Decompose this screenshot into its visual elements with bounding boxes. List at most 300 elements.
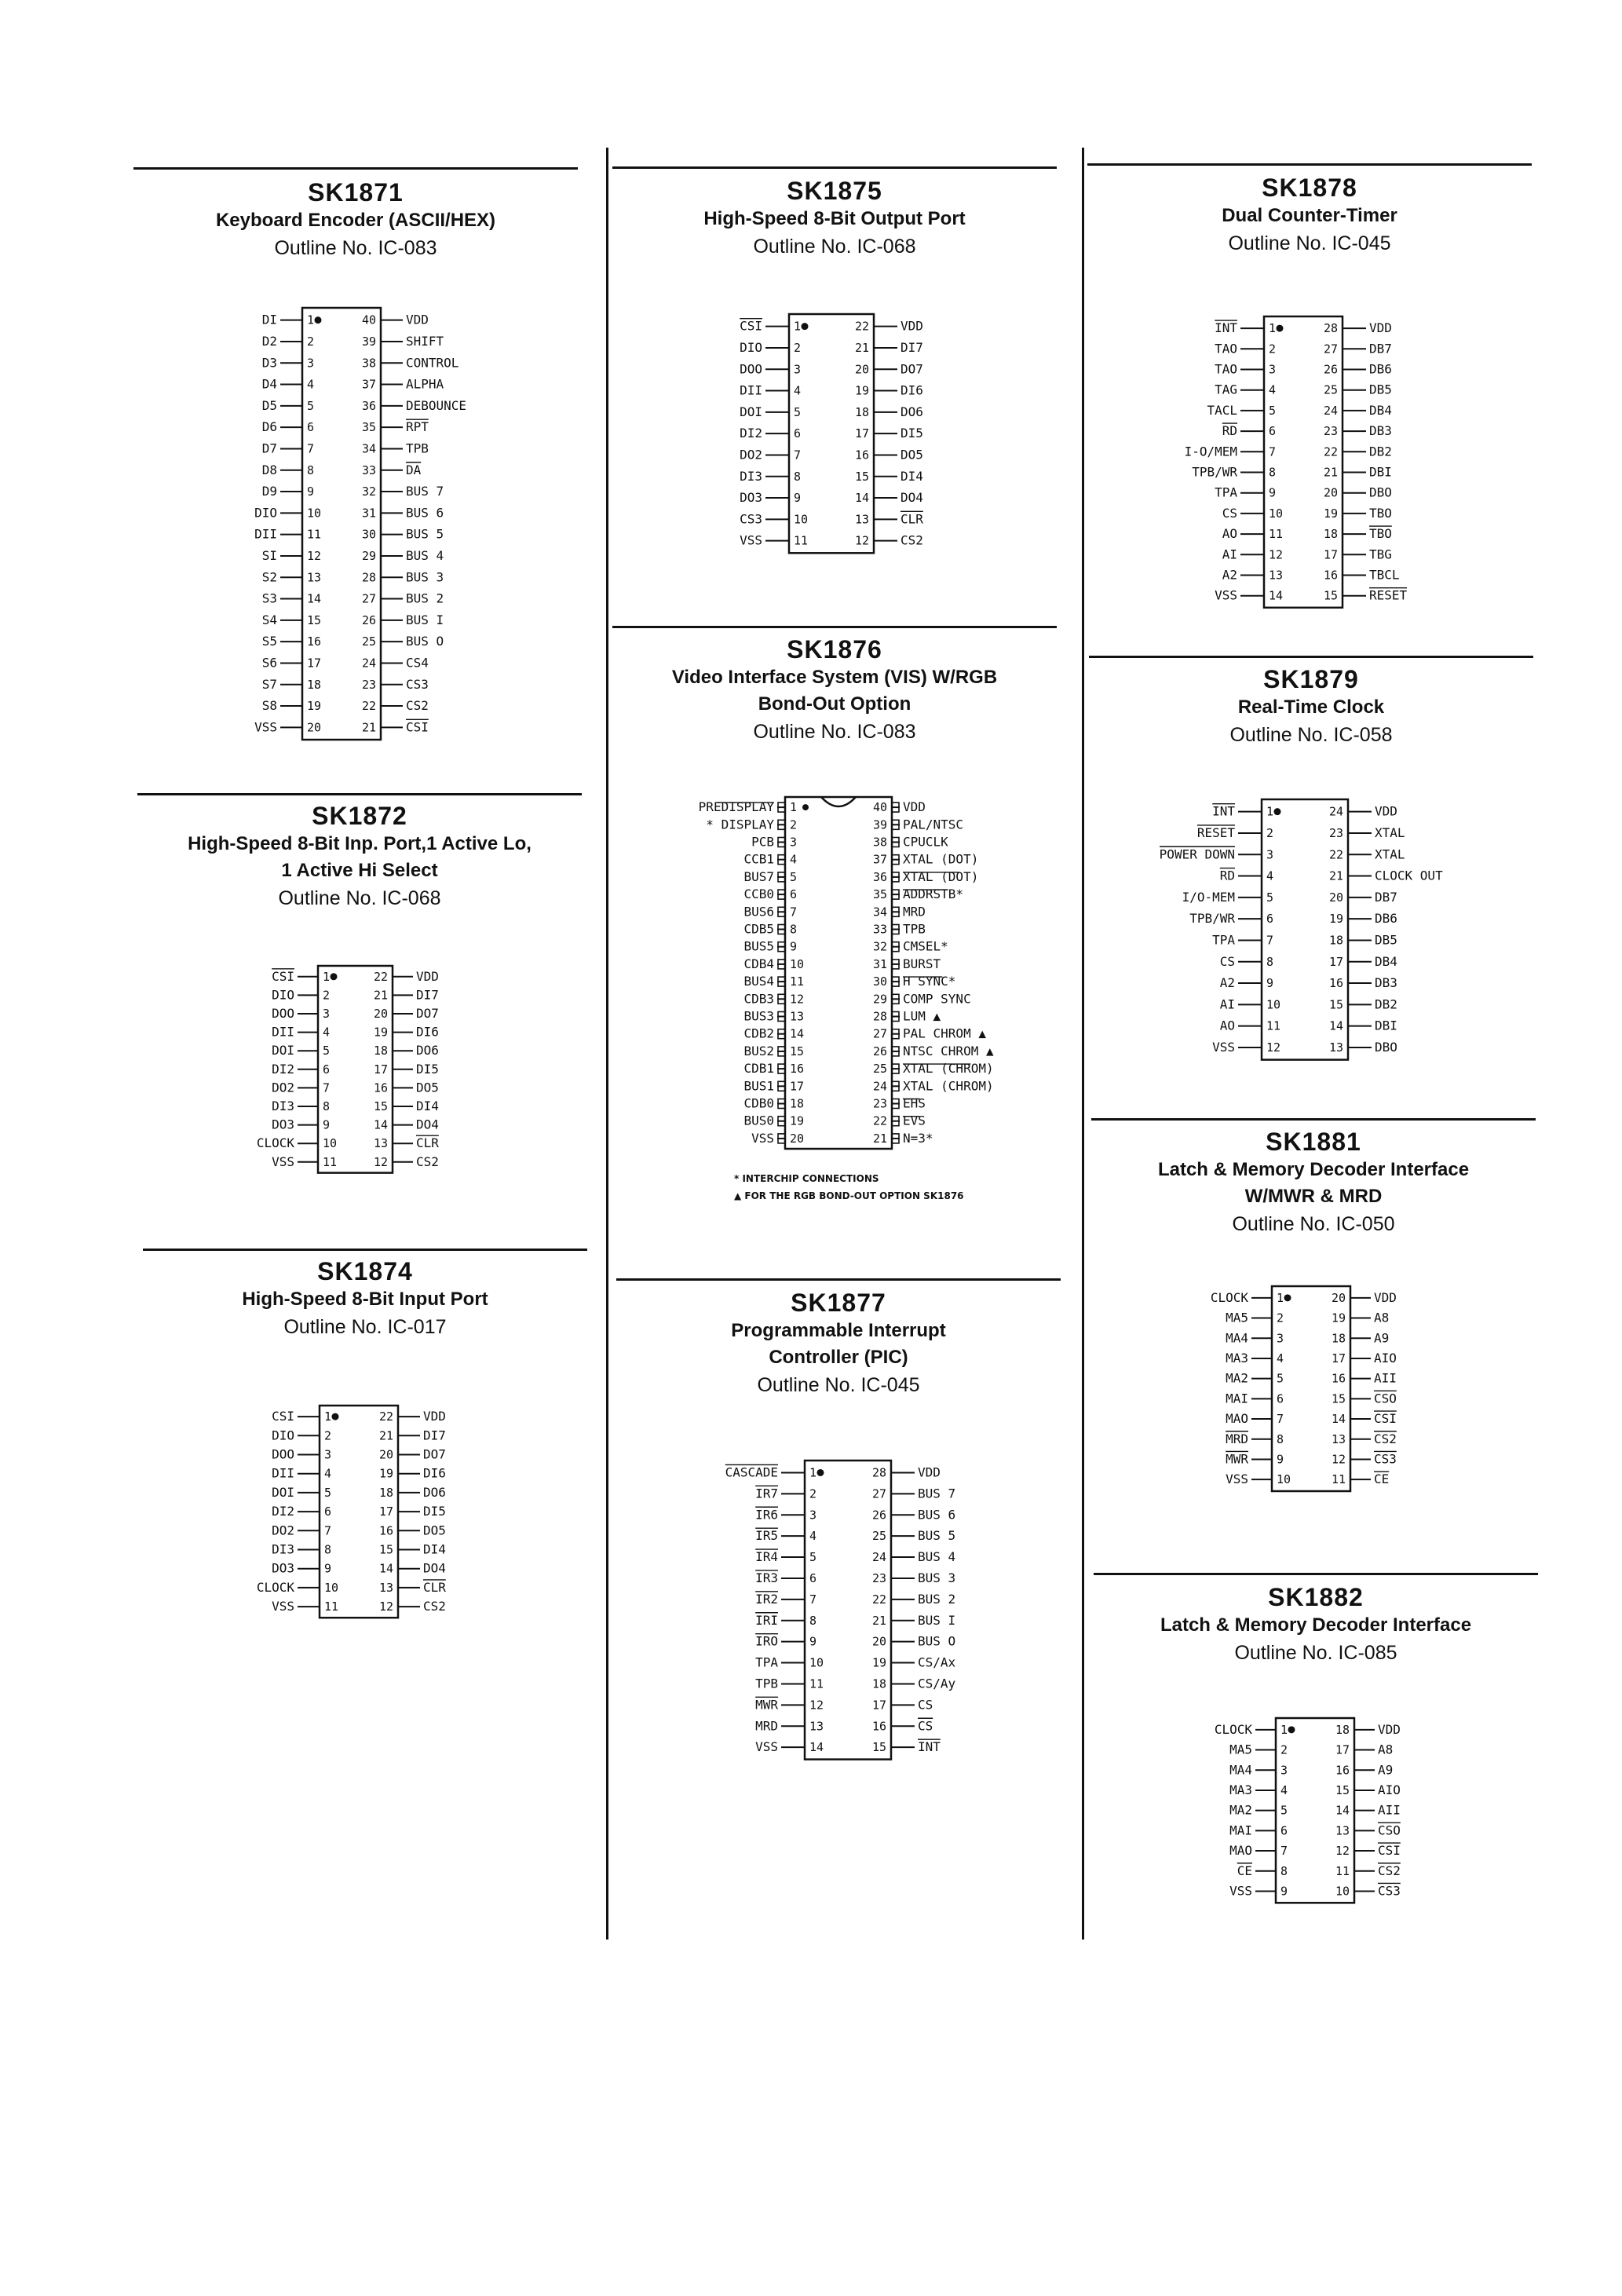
pin-number-right: 19 xyxy=(1328,912,1343,927)
pin-label: CASCADE xyxy=(725,1464,778,1480)
pin-label: VDD xyxy=(1369,320,1392,336)
pin-number-right: 23 xyxy=(1328,825,1343,840)
section-sk1877 xyxy=(616,1288,1061,1399)
pin-label: VDD xyxy=(1378,1721,1401,1737)
pin-label: * DISPLAY xyxy=(706,817,774,832)
pin-number-right: 23 xyxy=(1323,424,1338,439)
pin-number-left: 9 xyxy=(1280,1884,1288,1899)
pinout-sk1878 xyxy=(1087,309,1532,607)
pin-label: BUS 2 xyxy=(918,1591,956,1607)
pin1-dot-icon xyxy=(817,1469,824,1476)
pin-number-left: 10 xyxy=(324,1580,339,1595)
pin-number-right: 27 xyxy=(871,1486,886,1501)
pin-label: IRO xyxy=(755,1633,778,1649)
pinout-sk1882 xyxy=(1094,1710,1538,1907)
section-sk1871 xyxy=(133,177,578,262)
pinout-sk1871 xyxy=(133,300,578,740)
pin-number-right: 11 xyxy=(1335,1863,1350,1878)
pin-number-left: 13 xyxy=(1269,568,1284,583)
pin-number-right: 17 xyxy=(373,1062,388,1077)
pin-number-left: 7 xyxy=(1269,444,1277,459)
outline-number: Outline No. IC-050 xyxy=(1232,1213,1395,1235)
pin-number-right: 17 xyxy=(1335,1742,1350,1757)
pin1-dot-icon xyxy=(1274,808,1281,815)
pin-number-right: 25 xyxy=(872,1062,887,1077)
pin-number-right: 14 xyxy=(378,1561,393,1576)
pin-number-left: 6 xyxy=(1280,1823,1288,1838)
pin-label: CLR xyxy=(423,1579,446,1595)
pin-number-left: 10 xyxy=(794,512,809,527)
pin-label: TBO xyxy=(1369,505,1392,521)
pin-label: MAO xyxy=(1226,1411,1248,1427)
pin-label: SHIFT xyxy=(406,333,444,349)
pin-number-right: 27 xyxy=(1323,342,1338,356)
pin-label: DOO xyxy=(740,361,762,377)
pin1-dot-icon xyxy=(331,973,338,980)
pin-number-left: 8 xyxy=(307,462,315,477)
pin-label: A2 xyxy=(1222,567,1237,583)
pin-label: CS xyxy=(918,1718,933,1734)
note-interchip: * INTERCHIP CONNECTIONS xyxy=(734,1173,879,1184)
pin-number-right: 10 xyxy=(1335,1884,1350,1899)
pin-label: DB3 xyxy=(1369,423,1392,439)
pin-number-right: 30 xyxy=(361,527,376,542)
pin-label: RESET xyxy=(1369,587,1408,603)
pin-label: DO5 xyxy=(416,1080,439,1095)
pin-label: SI xyxy=(261,547,277,563)
pin-number-left: 8 xyxy=(790,922,798,937)
pin-label: CCB1 xyxy=(743,851,774,867)
outline-number: Outline No. IC-058 xyxy=(1229,724,1393,746)
pin-number-right: 15 xyxy=(871,1740,886,1755)
pin-label: RESET xyxy=(1196,824,1235,840)
pin-label: BUS 5 xyxy=(918,1528,956,1544)
pin-number-left: 5 xyxy=(809,1550,817,1565)
pin-number-left: 8 xyxy=(324,1542,332,1557)
pin-label: XTAL xyxy=(1375,824,1405,840)
pinout-sk1876 xyxy=(612,789,1057,1158)
pin-number-right: 21 xyxy=(1323,465,1338,480)
pin-number-left: 18 xyxy=(307,677,322,692)
pin-number-left: 11 xyxy=(1266,1018,1281,1033)
pin-label: ALPHA xyxy=(406,376,444,392)
pin-label: CDB2 xyxy=(743,1026,774,1041)
pin-number-left: 1 xyxy=(323,969,331,984)
pin-label: DO3 xyxy=(272,1560,294,1576)
pin-label: VSS xyxy=(272,1599,294,1614)
pin-number-right: 13 xyxy=(1328,1040,1343,1055)
pin-label: DI6 xyxy=(423,1465,446,1481)
outline-number: Outline No. IC-017 xyxy=(283,1316,447,1338)
pin-number-left: 4 xyxy=(323,1025,331,1040)
pin-label: DOI xyxy=(740,404,762,419)
pin-label: CS2 xyxy=(1374,1431,1397,1446)
pin-number-left: 3 xyxy=(794,362,802,377)
pin-number-left: 15 xyxy=(307,612,322,627)
pin-number-left: 9 xyxy=(794,491,802,506)
pin-label: CLOCK xyxy=(1210,1289,1248,1305)
section-rule-sk1871 xyxy=(133,167,578,170)
pin-label: DI7 xyxy=(423,1428,446,1443)
pin-number-left: 4 xyxy=(1269,382,1277,397)
pin-label: DO5 xyxy=(423,1523,446,1538)
pin-label: TBCL xyxy=(1369,567,1400,583)
pinout-sk1881 xyxy=(1091,1278,1536,1490)
pin-label: INT xyxy=(1215,320,1237,336)
pin-label: TPA xyxy=(1212,932,1235,948)
pin-number-left: 16 xyxy=(790,1062,805,1077)
pin-label: XTAL (DOT) xyxy=(903,868,979,884)
pin-number-left: 2 xyxy=(323,988,331,1003)
pin-number-left: 10 xyxy=(323,1136,338,1151)
pin-label: CS4 xyxy=(406,655,429,671)
pin-label: CS3 xyxy=(1378,1883,1401,1899)
pin-number-right: 15 xyxy=(1335,1782,1350,1797)
pin-label: DO2 xyxy=(272,1080,294,1095)
pin-label: LUM ▲ xyxy=(903,1008,941,1024)
pin-number-left: 6 xyxy=(790,887,798,902)
pin-label: MA2 xyxy=(1229,1802,1252,1818)
pin-number-left: 1 xyxy=(1266,804,1274,819)
pin-label: BUS 7 xyxy=(406,484,444,499)
pin-number-right: 18 xyxy=(871,1676,886,1691)
pin-label: IR2 xyxy=(755,1591,778,1607)
section-sk1876 xyxy=(612,634,1057,746)
pin-label: DO3 xyxy=(740,490,762,506)
pin-number-right: 22 xyxy=(373,969,388,984)
outline-number: Outline No. IC-083 xyxy=(274,237,437,259)
pin-number-left: 2 xyxy=(1266,825,1274,840)
pin-label: CLR xyxy=(901,511,923,527)
pin-label: DI3 xyxy=(272,1541,294,1557)
pin-number-left: 19 xyxy=(790,1113,805,1128)
pin-label: D9 xyxy=(261,484,277,499)
pin-label: DI6 xyxy=(416,1024,439,1040)
pin-label: DO4 xyxy=(423,1560,446,1576)
pin-number-right: 12 xyxy=(1331,1452,1346,1467)
pin-label: DI2 xyxy=(272,1504,294,1519)
pin-label: DI7 xyxy=(416,987,439,1003)
pin-label: DI5 xyxy=(423,1504,446,1519)
pin-label: DO4 xyxy=(416,1117,439,1132)
pin-label: BUS I xyxy=(918,1612,956,1628)
pin1-dot-icon xyxy=(1277,325,1284,332)
pin-label: CLOCK xyxy=(256,1579,294,1595)
pin-number-right: 18 xyxy=(1335,1722,1350,1737)
pin-number-left: 10 xyxy=(1269,506,1284,521)
pin-number-right: 32 xyxy=(872,939,887,954)
pin-number-right: 18 xyxy=(378,1485,393,1500)
pin-label: BUS1 xyxy=(743,1078,774,1094)
pin-number-left: 9 xyxy=(1269,485,1277,500)
pin-number-right: 32 xyxy=(361,484,376,499)
pin-label: NTSC CHROM ▲ xyxy=(903,1043,994,1058)
section-sk1878 xyxy=(1087,173,1532,258)
pin-label: VSS xyxy=(755,1739,778,1755)
pin-label: CLOCK OUT xyxy=(1375,868,1443,883)
pin-number-right: 18 xyxy=(1331,1331,1346,1346)
pin-number-left: 1 xyxy=(794,319,802,334)
pin-number-left: 11 xyxy=(307,527,322,542)
pin-label: BUS 4 xyxy=(918,1549,956,1565)
pin-label: PAL/NTSC xyxy=(903,817,964,832)
pin-label: TBO xyxy=(1369,526,1392,542)
pin-label: BUS 2 xyxy=(406,590,444,606)
pin-label: N=3* xyxy=(903,1130,933,1146)
pin-number-right: 17 xyxy=(871,1698,886,1713)
pin-number-right: 13 xyxy=(373,1136,388,1151)
pin-number-left: 13 xyxy=(307,570,322,585)
pin-number-left: 8 xyxy=(1277,1431,1284,1446)
pin-number-left: 2 xyxy=(794,340,802,355)
pin-number-left: 3 xyxy=(1266,847,1274,862)
pin-label: AO xyxy=(1219,1018,1235,1033)
pin-number-left: 11 xyxy=(324,1600,339,1614)
pin-number-left: 4 xyxy=(324,1466,332,1481)
pin-label: DB3 xyxy=(1375,975,1397,991)
pin-number-right: 26 xyxy=(361,612,376,627)
pin-label: CS xyxy=(1222,505,1237,521)
pin-label: IR5 xyxy=(755,1528,778,1544)
part-description-line2: W/MWR & MRD xyxy=(1244,1186,1383,1207)
pin-number-left: 1 xyxy=(809,1465,817,1480)
pin-label: VSS xyxy=(1212,1039,1235,1055)
pin-number-right: 18 xyxy=(854,404,869,419)
pin-label: CMSEL* xyxy=(903,938,948,954)
pin-number-left: 9 xyxy=(307,484,315,499)
pin-number-left: 8 xyxy=(1266,954,1274,969)
pin-number-left: 6 xyxy=(794,426,802,441)
pin-number-right: 19 xyxy=(854,383,869,398)
pin-label: BUS5 xyxy=(743,938,774,954)
pin-label: CS3 xyxy=(740,511,762,527)
pin-label: BUS 6 xyxy=(918,1507,956,1523)
part-description: Latch & Memory Decoder Interface xyxy=(1160,1614,1472,1636)
pin-number-right: 22 xyxy=(1323,444,1338,459)
pin-label: AI xyxy=(1222,547,1237,562)
pin-number-right: 14 xyxy=(373,1117,388,1132)
pin-label: DO7 xyxy=(901,361,923,377)
pinout-sk1875 xyxy=(612,306,1057,550)
pin-number-right: 14 xyxy=(1328,1018,1343,1033)
pin-label: D4 xyxy=(261,376,277,392)
pin-number-left: 1 xyxy=(790,800,798,815)
pin-number-right: 36 xyxy=(361,398,376,413)
pin-number-left: 7 xyxy=(1280,1844,1288,1859)
pin-label: XTAL xyxy=(1375,846,1405,862)
pin-number-right: 16 xyxy=(1328,976,1343,991)
pin-number-left: 3 xyxy=(1277,1331,1284,1346)
pin-number-right: 26 xyxy=(872,1044,887,1058)
pin-number-left: 10 xyxy=(1277,1472,1291,1487)
pin-label: I-O/MEM xyxy=(1184,444,1237,459)
pin-number-left: 10 xyxy=(790,956,805,971)
pin-number-left: 12 xyxy=(1266,1040,1281,1055)
pin-label: TACL xyxy=(1207,402,1237,418)
pin-number-left: 5 xyxy=(794,404,802,419)
pin-label: DB7 xyxy=(1375,889,1397,905)
section-rule-sk1881 xyxy=(1091,1118,1536,1121)
pin-label: CCB0 xyxy=(743,887,774,902)
part-description: High-Speed 8-Bit Input Port xyxy=(242,1289,488,1310)
pin-label: MWR xyxy=(1226,1451,1248,1467)
pin-label: DII xyxy=(254,526,277,542)
pin-number-right: 20 xyxy=(1323,485,1338,500)
pin-number-right: 31 xyxy=(361,506,376,521)
pin-label: TBG xyxy=(1369,547,1392,562)
pin-number-left: 1 xyxy=(307,313,315,327)
pin-number-right: 22 xyxy=(361,699,376,714)
pin-number-left: 7 xyxy=(794,448,802,462)
pin-label: MRD xyxy=(1226,1431,1248,1446)
pin-number-left: 5 xyxy=(790,869,798,884)
pin-label: D6 xyxy=(261,419,277,435)
pin-label: DO5 xyxy=(901,447,923,462)
part-number: SK1881 xyxy=(1266,1128,1361,1156)
pin-number-left: 2 xyxy=(324,1428,332,1443)
pin-number-right: 20 xyxy=(373,1007,388,1021)
pin-number-right: 13 xyxy=(1331,1431,1346,1446)
outline-number: Outline No. IC-085 xyxy=(1234,1642,1397,1664)
pin-number-left: 2 xyxy=(809,1486,817,1501)
pin-number-left: 8 xyxy=(809,1613,817,1628)
pin-number-left: 10 xyxy=(809,1655,824,1670)
pin-number-left: 5 xyxy=(324,1485,332,1500)
pin-number-right: 13 xyxy=(378,1580,393,1595)
pin-number-right: 24 xyxy=(361,656,376,671)
pin-number-left: 5 xyxy=(1280,1803,1288,1818)
pin1-dot-icon xyxy=(802,323,809,330)
pin-number-right: 16 xyxy=(854,448,869,462)
pin-label: CSO xyxy=(1378,1823,1401,1838)
pin-number-left: 4 xyxy=(790,852,798,867)
pin-number-left: 2 xyxy=(307,334,315,349)
pin-label: S5 xyxy=(261,634,277,649)
pin1-dot-icon xyxy=(1284,1294,1291,1301)
pin-label: S8 xyxy=(261,698,277,714)
pin-label: DI2 xyxy=(272,1061,294,1077)
pin-label: AI xyxy=(1219,996,1235,1012)
pin-number-right: 15 xyxy=(1331,1391,1346,1406)
pin-label: MRD xyxy=(755,1718,778,1734)
pin-number-right: 39 xyxy=(872,817,887,832)
pin-number-left: 20 xyxy=(307,720,322,735)
pin-number-right: 31 xyxy=(872,956,887,971)
pin-number-right: 12 xyxy=(1335,1844,1350,1859)
pin-number-right: 25 xyxy=(871,1529,886,1544)
part-description: Keyboard Encoder (ASCII/HEX) xyxy=(215,210,496,231)
pin-label: DO2 xyxy=(272,1523,294,1538)
pin-label: TPB/WR xyxy=(1189,911,1235,927)
pin-number-right: 20 xyxy=(1328,890,1343,905)
pin-label: MA5 xyxy=(1229,1742,1252,1757)
pin-label: CLR xyxy=(416,1135,439,1151)
pin-label: DI6 xyxy=(901,382,923,398)
pin-number-left: 9 xyxy=(790,939,798,954)
pin-number-left: 16 xyxy=(307,634,322,649)
pin-number-left: 8 xyxy=(323,1099,331,1113)
pin-label: BUS3 xyxy=(743,1008,774,1024)
pin-number-left: 20 xyxy=(790,1131,805,1146)
pin1-dot-icon xyxy=(315,316,322,324)
pin-label: MA4 xyxy=(1226,1330,1248,1346)
pin-number-right: 28 xyxy=(361,570,376,585)
pin-number-left: 2 xyxy=(1269,342,1277,356)
pin-label: EHS xyxy=(903,1095,926,1111)
pin-label: XTAL (CHROM) xyxy=(903,1078,994,1094)
pin-label: DI5 xyxy=(416,1061,439,1077)
pin-label: POWER DOWN xyxy=(1159,846,1235,862)
pin-label: BUS 3 xyxy=(918,1570,956,1585)
pin-number-right: 19 xyxy=(1331,1311,1346,1325)
pin-number-right: 14 xyxy=(1335,1803,1350,1818)
pin-number-left: 17 xyxy=(790,1079,805,1094)
pin-label: DBI xyxy=(1369,464,1392,480)
pin-label: BUS 6 xyxy=(406,505,444,521)
pin-label: CDB3 xyxy=(743,991,774,1007)
pin-label: CDB1 xyxy=(743,1061,774,1077)
pin-number-left: 10 xyxy=(307,506,322,521)
pin-label: D5 xyxy=(261,397,277,413)
pin-number-right: 28 xyxy=(871,1465,886,1480)
pin-label: CS xyxy=(1219,953,1235,969)
pin-label: TPB xyxy=(903,921,926,937)
pin-number-right: 16 xyxy=(871,1719,886,1734)
section-rule-sk1882 xyxy=(1094,1573,1538,1575)
pin-number-right: 28 xyxy=(872,1009,887,1024)
pin-number-left: 4 xyxy=(794,383,802,398)
pin-number-right: 15 xyxy=(1323,588,1338,603)
pin-label: DI3 xyxy=(740,468,762,484)
pin-label: TPA xyxy=(755,1654,778,1670)
pin-label: DB7 xyxy=(1369,341,1392,356)
pin-label: DII xyxy=(272,1024,294,1040)
pin-number-right: 12 xyxy=(854,533,869,548)
pin-label: A8 xyxy=(1378,1742,1394,1757)
pin-number-left: 9 xyxy=(1266,976,1274,991)
pin-label: DBI xyxy=(1375,1018,1397,1033)
pin-label: VSS xyxy=(1215,587,1237,603)
pin-number-left: 7 xyxy=(323,1080,331,1095)
pin-label: PAL CHROM ▲ xyxy=(903,1026,986,1041)
pin-number-right: 14 xyxy=(854,491,869,506)
pin-label: CSI xyxy=(1378,1843,1401,1859)
part-number: SK1882 xyxy=(1268,1583,1364,1611)
pin-number-left: 13 xyxy=(809,1719,824,1734)
pin-label: DB4 xyxy=(1369,402,1392,418)
pin-label: VDD xyxy=(423,1409,446,1424)
outline-number: Outline No. IC-045 xyxy=(1228,232,1391,254)
pin-label: MAO xyxy=(1229,1843,1252,1859)
pin-number-right: 16 xyxy=(1335,1763,1350,1778)
pin-number-right: 20 xyxy=(854,362,869,377)
pin-number-right: 19 xyxy=(373,1025,388,1040)
pin-label: TPB xyxy=(406,441,429,456)
pin-number-left: 15 xyxy=(790,1044,805,1058)
pin-label: DI3 xyxy=(272,1099,294,1113)
pin-number-left: 9 xyxy=(1277,1452,1284,1467)
section-sk1879 xyxy=(1089,664,1533,749)
pin-label: CS xyxy=(918,1697,933,1713)
pin-number-right: 16 xyxy=(373,1080,388,1095)
pin-label: VDD xyxy=(1375,803,1397,819)
pin-label: CS2 xyxy=(416,1153,439,1169)
pin-label: VDD xyxy=(1374,1289,1397,1305)
pin-label: CE xyxy=(1374,1472,1390,1487)
pin-number-left: 17 xyxy=(307,656,322,671)
pin-label: A9 xyxy=(1378,1762,1394,1778)
pin-label: RD xyxy=(1222,423,1237,439)
